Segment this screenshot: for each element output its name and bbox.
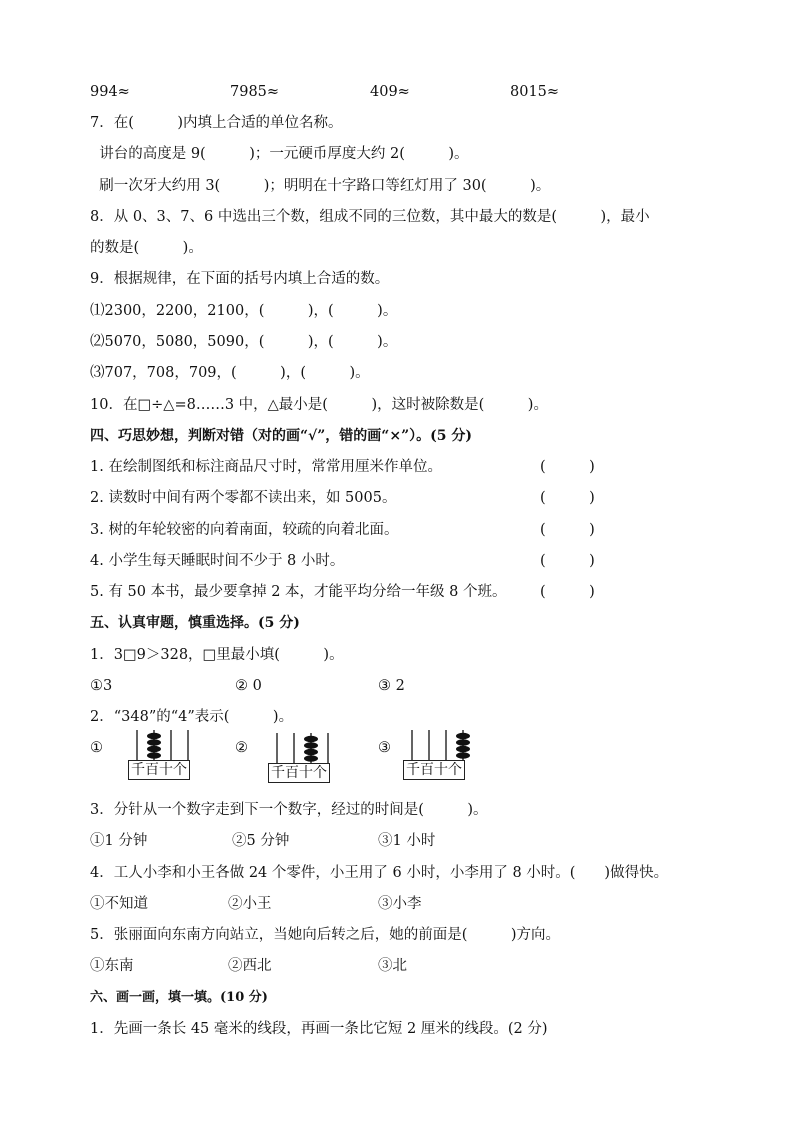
abacus-place-label: 千百十个 — [128, 760, 190, 780]
choice-option: ① — [90, 740, 103, 756]
choice-option: ①1 分钟 — [90, 833, 148, 849]
section-5-heading: 五、认真审题，慎重选择。(5 分) — [90, 615, 300, 631]
question-9: 9．根据规律，在下面的括号内填上合适的数。 — [90, 271, 390, 287]
question-9-sequence-1: ⑴2300，2200，2100，( )，( )。 — [90, 303, 398, 319]
question-7-part-a: 讲台的高度是 9( )；一元硬币厚度大约 2( )。 — [90, 146, 469, 162]
abacus-rods-icon — [128, 730, 204, 760]
answer-paren: ( ) — [540, 459, 595, 475]
choice-option: ③ — [378, 740, 391, 756]
abacus-option-3 — [403, 730, 479, 782]
answer-paren: ( ) — [540, 553, 595, 569]
question-10: 10．在□÷△=8……3 中，△最小是( )，这时被除数是( )。 — [90, 397, 548, 413]
choice-option: ①东南 — [90, 958, 134, 974]
judge-item-2: 2. 读数时中间有两个零都不读出来，如 5005。 — [90, 490, 397, 506]
choice-option: ③ 2 — [378, 678, 405, 694]
choice-option: ①3 — [90, 678, 113, 694]
choice-option: ③小李 — [378, 896, 422, 912]
judge-item-4: 4. 小学生每天睡眠时间不少于 8 小时。 — [90, 553, 345, 569]
draw-question-1: 1．先画一条长 45 毫米的线段，再画一条比它短 2 厘米的线段。(2 分) — [90, 1021, 548, 1037]
answer-paren: ( ) — [540, 522, 595, 538]
abacus-place-label: 千百十个 — [268, 763, 330, 783]
approximation-row — [90, 82, 690, 102]
section-6-heading: 六、画一画，填一填。(10 分) — [90, 990, 268, 1005]
judge-item-3: 3. 树的年轮较密的向着南面，较疏的向着北面。 — [90, 522, 399, 538]
choice-option: ②小王 — [228, 896, 272, 912]
question-7: 7．在( )内填上合适的单位名称。 — [90, 115, 343, 131]
question-9-sequence-2: ⑵5070，5080，5090，( )，( )。 — [90, 334, 398, 350]
section-4-heading: 四、巧思妙想，判断对错（对的画“√”，错的画“×”）。(5 分) — [90, 428, 473, 444]
abacus-rods-icon — [268, 733, 344, 763]
answer-paren: ( ) — [540, 584, 595, 600]
question-7-part-b: 刷一次牙大约用 3( )；明明在十字路口等红灯用了 30( )。 — [90, 178, 551, 194]
judge-item-5: 5. 有 50 本书，最少要拿掉 2 本，才能平均分给一年级 8 个班。 — [90, 584, 507, 600]
approx-item: 994≈ — [90, 84, 130, 100]
choice-question-4: 4．工人小李和小王各做 24 个零件，小王用了 6 小时，小李用了 8 小时。( )做得快。 — [90, 865, 669, 881]
answer-paren: ( ) — [540, 490, 595, 506]
choice-question-5: 5．张丽面向东南方向站立，当她向后转之后，她的前面是( )方向。 — [90, 927, 561, 943]
approx-item: 409≈ — [370, 84, 410, 100]
abacus-option-2 — [268, 733, 344, 785]
choice-option: ②5 分钟 — [232, 833, 290, 849]
question-8-line-1: 8．从 0、3、7、6 中选出三个数，组成不同的三位数，其中最大的数是( )，最小 — [90, 209, 650, 225]
judge-item-1: 1. 在绘制图纸和标注商品尺寸时，常常用厘米作单位。 — [90, 459, 442, 475]
question-8-line-2: 的数是( )。 — [90, 240, 203, 256]
choice-option: ③北 — [378, 958, 407, 974]
abacus-rods-icon — [403, 730, 479, 760]
question-9-sequence-3: ⑶707，708，709，( )，( )。 — [90, 365, 370, 381]
choice-option: ②西北 — [228, 958, 272, 974]
abacus-option-1 — [128, 730, 204, 782]
choice-option: ①不知道 — [90, 896, 148, 912]
approx-item: 7985≈ — [230, 84, 280, 100]
choice-option: ② — [235, 740, 248, 756]
approx-item: 8015≈ — [510, 84, 560, 100]
choice-question-1: 1．3□9＞328，□里最小填( )。 — [90, 647, 344, 663]
choice-option: ② 0 — [235, 678, 262, 694]
choice-question-2: 2．“348”的“4”表示( )。 — [90, 709, 294, 725]
choice-question-3: 3．分针从一个数字走到下一个数字，经过的时间是( )。 — [90, 802, 488, 818]
abacus-place-label: 千百十个 — [403, 760, 465, 780]
choice-option: ③1 小时 — [378, 833, 436, 849]
